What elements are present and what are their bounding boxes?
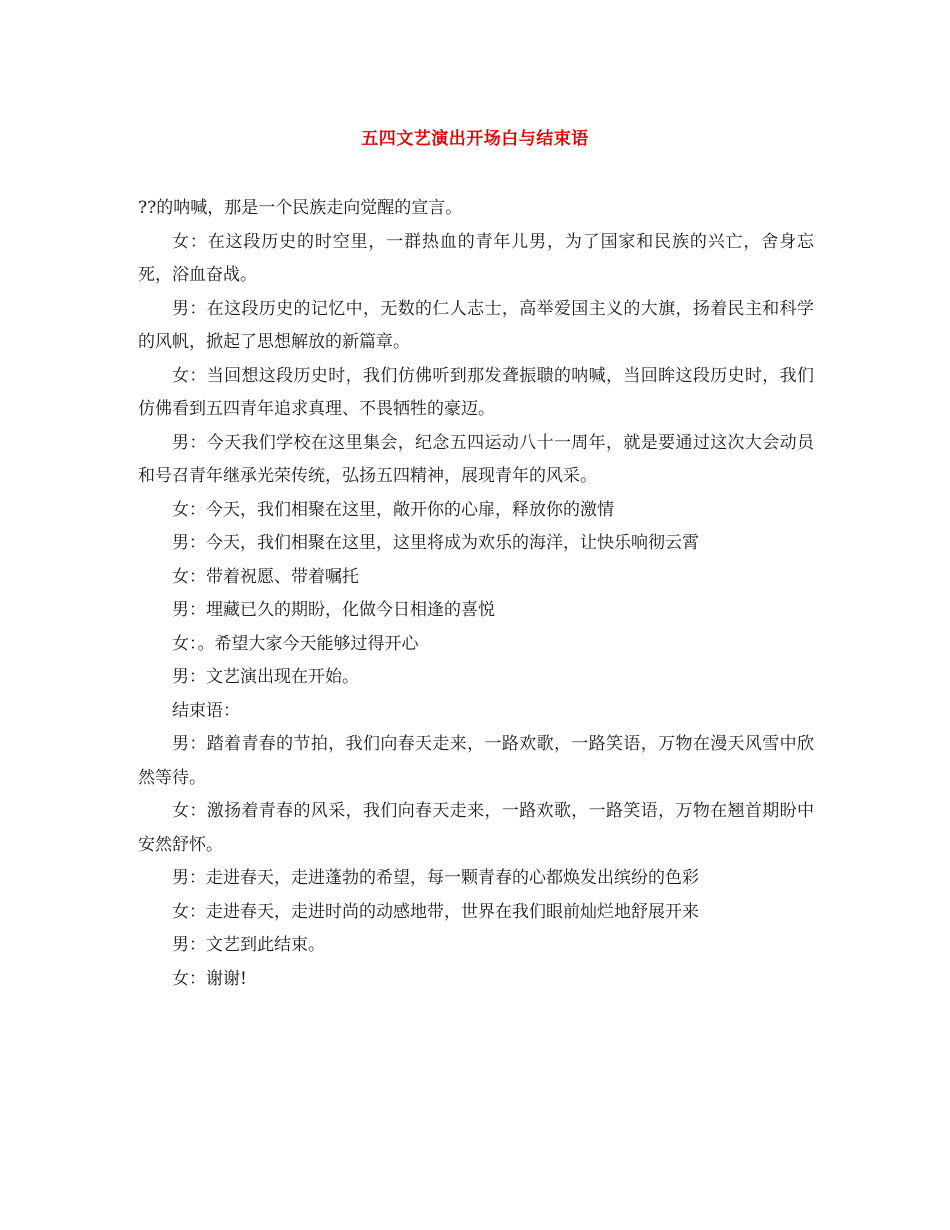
paragraph: 女：今天，我们相聚在这里，敞开你的心扉，释放你的激情 (172, 499, 614, 520)
paragraph: 男：踏着青春的节拍，我们向春天走来，一路欢歌，一路笑语，万物在漫天风雪中欣然等待。 (138, 734, 814, 788)
paragraph: 女：在这段历史的时空里，一群热血的青年儿男，为了国家和民族的兴亡，舍身忘死，浴血奋战。 (138, 231, 814, 285)
paragraph: 女：走进春天，走进时尚的动感地带，世界在我们眼前灿烂地舒展开来 (172, 901, 699, 922)
paragraph: 男：文艺到此结束。 (172, 935, 325, 955)
paragraph: 男：走进春天，走进蓬勃的希望，每一颗青春的心都焕发出缤纷的色彩 (172, 868, 699, 888)
paragraph: 女：。希望大家今天能够过得开心 (172, 633, 419, 654)
paragraph: 女：谢谢! (172, 968, 247, 989)
paragraph: 男：埋藏已久的期盼，化做今日相逢的喜悦 (172, 600, 495, 620)
paragraph: 女：带着祝愿、带着嘱托 (172, 566, 359, 587)
document-body (138, 192, 814, 996)
document-title: 五四文艺演出开场白与结束语 (361, 129, 589, 149)
paragraph: 女：当回想这段历史时，我们仿佛听到那发聋振聩的呐喊，当回眸这段历史时，我们仿佛看到五四青年追求真理、不畏牺牲的豪迈。 (138, 365, 814, 419)
paragraph: 男：今天，我们相聚在这里，这里将成为欢乐的海洋，让快乐响彻云霄 (172, 533, 699, 553)
paragraph: 结束语： (172, 700, 240, 721)
paragraph: 男：今天我们学校在这里集会，纪念五四运动八十一周年，就是要通过这次大会动员和号召青年继承光荣传统，弘扬五四精神，展现青年的风采。 (138, 432, 814, 486)
paragraph: 女：激扬着青春的风采，我们向春天走来，一路欢歌，一路笑语，万物在翘首期盼中安然舒怀。 (138, 801, 814, 855)
paragraph: 男：文艺演出现在开始。 (172, 667, 359, 687)
paragraph: ??的呐喊，那是一个民族走向觉醒的宣言。 (138, 198, 463, 218)
paragraph: 男：在这段历史的记忆中，无数的仁人志士，高举爱国主义的大旗，扬着民主和科学的风帆，掀起了思想解放的新篇章。 (138, 298, 814, 352)
